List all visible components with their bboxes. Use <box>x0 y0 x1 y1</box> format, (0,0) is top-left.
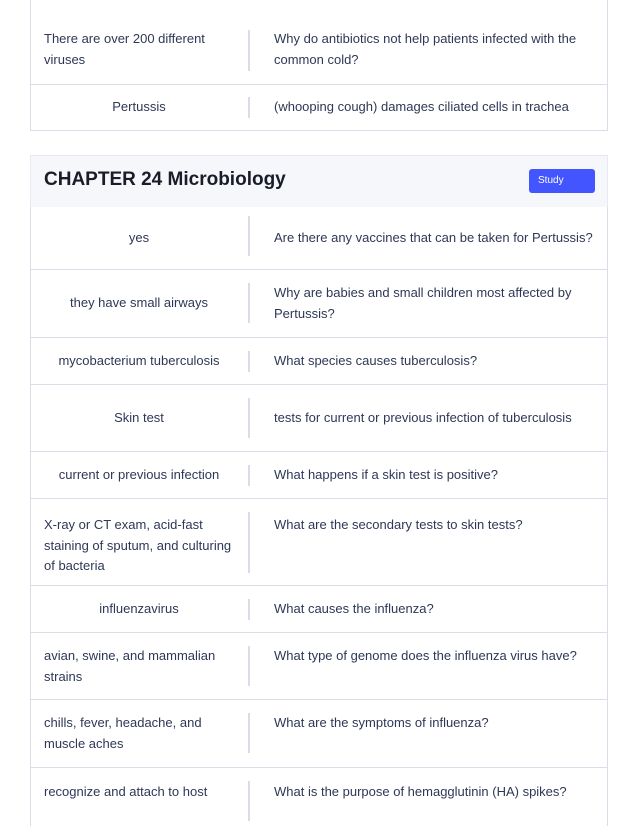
column-divider <box>248 398 250 438</box>
term-cell: current or previous infection <box>58 466 220 482</box>
column-divider <box>248 646 250 686</box>
term-cell: X-ray or CT exam, acid-fast staining of sputum, and culturing of bacteria <box>44 517 232 573</box>
table-row <box>31 385 607 452</box>
column-divider <box>248 97 250 118</box>
definition-cell: What are the secondary tests to skin tests? <box>274 517 523 532</box>
column-divider <box>248 30 250 71</box>
table-row <box>31 85 607 131</box>
column-divider <box>248 283 250 323</box>
term-cell: Skin test <box>114 409 164 425</box>
column-divider <box>248 351 250 372</box>
column-divider <box>248 713 250 753</box>
table-row <box>31 270 607 338</box>
table-row <box>31 0 607 85</box>
table-row <box>31 768 607 838</box>
term-cell: avian, swine, and mammalian strains <box>44 648 216 684</box>
definition-cell: Are there any vaccines that can be taken for Pertussis? <box>274 229 593 245</box>
definition-cell: What happens if a skin test is positive? <box>274 466 499 482</box>
term-cell: There are over 200 different viruses <box>44 31 205 67</box>
table-row <box>31 499 607 586</box>
term-cell: mycobacterium tuberculosis <box>58 352 220 368</box>
term-cell: yes <box>128 229 150 245</box>
definition-cell: What is the purpose of hemagglutinin (HA) spikes? <box>274 784 567 799</box>
study-button[interactable]: Study <box>529 169 595 193</box>
definition-cell: Why are babies and small children most affected by Pertussis? <box>274 285 572 321</box>
definition-cell: Why do antibiotics not help patients infected with the common cold? <box>274 31 577 67</box>
definition-cell: What type of genome does the influenza virus have? <box>274 648 577 663</box>
chapter-header <box>30 155 608 207</box>
table-row <box>31 700 607 768</box>
definition-cell: What species causes tuberculosis? <box>274 352 478 368</box>
chapter-title: CHAPTER 24 Microbiology <box>44 169 286 190</box>
term-cell: they have small airways <box>70 295 208 311</box>
table-row <box>31 207 607 270</box>
column-divider <box>248 512 250 573</box>
table-row <box>31 586 607 633</box>
term-cell: influenzavirus <box>99 600 179 616</box>
previous-card-block <box>30 0 608 131</box>
definition-cell: (whooping cough) damages ciliated cells in trachea <box>274 99 569 115</box>
term-cell: recognize and attach to host <box>44 784 208 799</box>
column-divider <box>248 216 250 256</box>
table-row <box>31 452 607 499</box>
term-cell: chills, fever, headache, and muscle aches <box>44 715 202 751</box>
column-divider <box>248 599 250 620</box>
definition-cell: tests for current or previous infection of tuberculosis <box>274 409 572 425</box>
definition-cell: What are the symptoms of influenza? <box>274 715 489 730</box>
table-row <box>31 633 607 700</box>
definition-cell: What causes the influenza? <box>274 600 434 616</box>
table-row <box>31 338 607 385</box>
term-cell: Pertussis <box>112 99 166 115</box>
column-divider <box>248 465 250 486</box>
flashcard-table <box>30 207 608 826</box>
column-divider <box>248 781 250 821</box>
